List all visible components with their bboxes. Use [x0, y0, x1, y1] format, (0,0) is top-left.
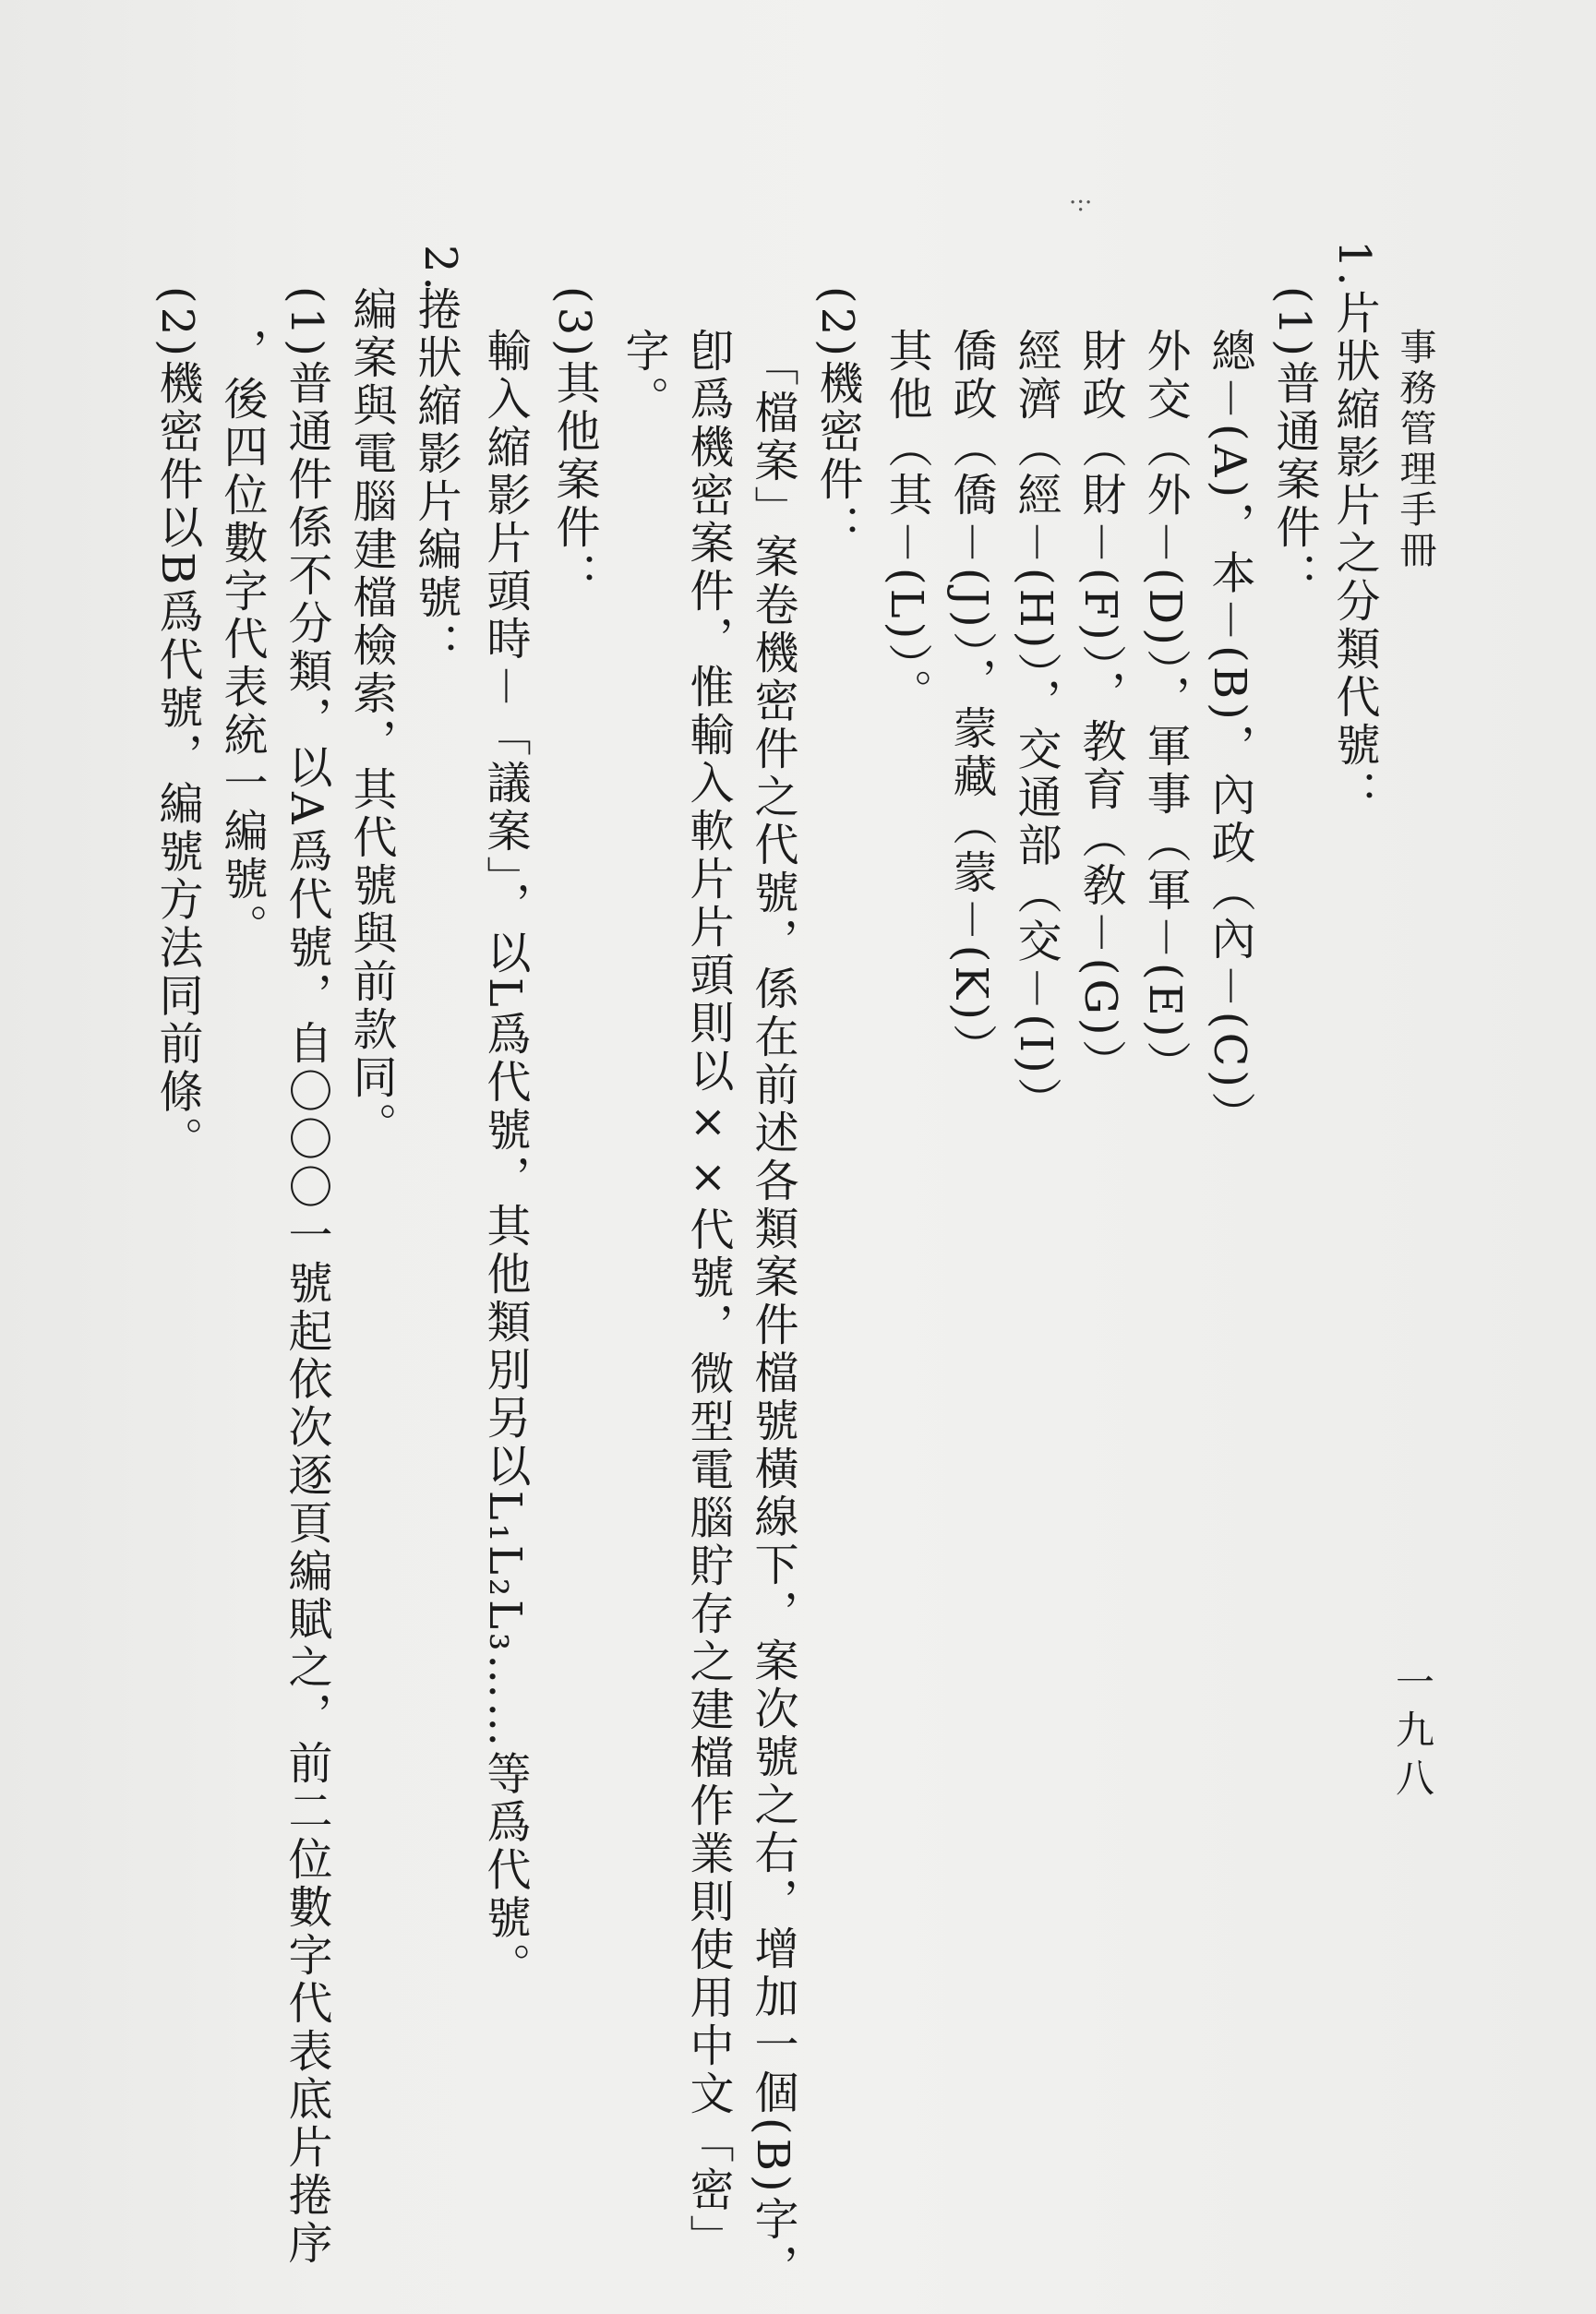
text-column: (1)普通件係不分類，以A爲代號，自〇〇〇一號起依次逐頁編賦之，前二位數字代表底片捲序: [281, 286, 332, 2268]
text-column: (1)普通案件：: [1268, 286, 1320, 600]
speck-mark: ·:·: [1069, 189, 1093, 217]
text-column: ，後四位數字代表統一編號。: [216, 328, 268, 952]
text-column: (3)其他案件：: [548, 286, 600, 600]
text-column: 編案與電腦建檔檢索，其代號與前款同。: [345, 286, 397, 1150]
text-column: 1.片狀縮影片之分類代號：: [1328, 240, 1380, 818]
text-column: 經濟（經－(H)），交通部（交－(I)）: [1010, 328, 1062, 1125]
text-column: 卽爲機密案件，惟輸入軟片片頭則以××代號，微型電腦貯存之建檔作業則使用中文「密」: [682, 328, 734, 2262]
text-column: 外交（外－(D)），軍事（軍－(E)）: [1139, 328, 1191, 1089]
running-title: 事務管理手冊: [1394, 328, 1436, 571]
text-column: 總－(A)，本－(B)，內政（內－(C)）: [1204, 328, 1255, 1140]
text-column: 財政（財－(F)），教育（敎－(G)）: [1074, 328, 1126, 1087]
text-column: 輸入縮影片頭時－「議案」，以L爲代號，其他類別另以L₁L₂L₃……等爲代號。: [479, 328, 531, 1991]
text-column: 字。: [618, 328, 669, 424]
page-number: 一九八: [1390, 1661, 1435, 1805]
text-column: 「檔案」案卷機密件之代號，係在前述各類案件檔號橫線下，案次號之右，增加一個(B)字，: [747, 342, 798, 2292]
text-column: 2.: [414, 245, 466, 294]
text-column: 其他（其－(L)）。: [881, 328, 932, 717]
text-column: 捲狀縮影片編號：: [410, 286, 462, 670]
text-column: 僑政（僑－(J)），蒙藏（蒙－(K)）: [945, 328, 997, 1073]
text-column: (2)機密件：: [811, 286, 863, 552]
text-column: (2)機密件以B爲代號，編號方法同前條。: [151, 286, 203, 1165]
